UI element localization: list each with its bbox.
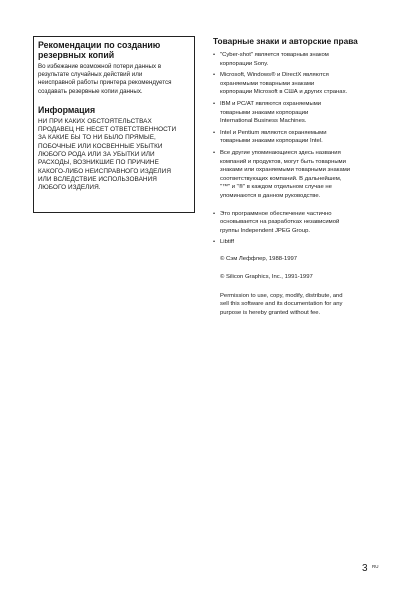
backup-title: Рекомендации по созданию резервных копий xyxy=(38,40,161,60)
info-text: НИ ПРИ КАКИХ ОБСТОЯТЕЛЬСТВАХ ПРОДАВЕЦ НЕ НЕСЕТ ОТВЕТСТВЕННОСТИ ЗА КАКИЕ БЫ ТО НИ БЫЛО ПРЯМЫЕ, ПОБОЧНЫЕ ИЛИ КОСВЕННЫЕ УБЫТКИ ЛЮБОГО РОДА ИЛИ ЗА УБЫТКИ ИЛИ РАСХОДЫ, ВОЗНИКШИЕ ПО ПРИЧИНЕ КАКОГО-ЛИБО НЕИСПРАВНОГО ИЗДЕЛИЯ ИЛИ ВСЛЕДСТВИЕ ИСПОЛЬЗОВАНИЯ ЛЮБОГО ИЗДЕЛИЯ. xyxy=(38,117,177,192)
backup-text: Во избежание возможной потери данных в результате случайных действий или неисправной работы принтера рекомендуется создавать резервные копии данных. xyxy=(38,63,172,95)
notice-box xyxy=(33,36,195,213)
bullet-icon: • xyxy=(213,72,216,79)
bullet-icon: • xyxy=(213,100,216,107)
list-item: • "Cyber-shot" является товарным знаком корпорации Sony. xyxy=(213,52,329,67)
list-item: • Libtiff xyxy=(213,239,234,246)
list-item: • Microsoft, Windows® и DirectX являются охраняемыми товарными знаками корпорации Microsoft в США и других странах. xyxy=(213,72,348,96)
bullet-icon: • xyxy=(213,239,216,246)
copyright-line: © Сэм Леффлер, 1988-1997 xyxy=(220,256,298,263)
copyright-line: © Silicon Graphics, Inc., 1991-1997 xyxy=(220,273,313,280)
list-item: • Все другие упоминающиеся здесь названия компаний и продуктов, могут быть товарными знаками или охраняемыми товарными знаками соответствующих компаний. В дальнейшем, "™" и "®" в каждом отдельном случае не упоминаются в данном руководстве. xyxy=(213,149,351,199)
bullet-icon: • xyxy=(213,149,216,156)
trademarks-section xyxy=(213,36,388,326)
list-item: • IBM и PC/AT являются охраняемыми товарными знаками корпорации International Business Machines. xyxy=(213,100,322,125)
language-code: RU xyxy=(372,564,379,569)
libtiff-notice xyxy=(213,247,388,326)
bullet-icon: • xyxy=(213,210,216,217)
page-number: 3 xyxy=(362,563,368,574)
list-item: • Intel и Pentium являются охраняемыми товарными знаками корпорации Intel. xyxy=(213,129,327,145)
bullet-icon: • xyxy=(213,129,216,136)
permission-text: Permission to use, copy, modify, distribute, and sell this software and its documentation for any purpose is hereby granted without fee. xyxy=(220,292,343,317)
bullet-icon: • xyxy=(213,52,216,58)
list-item: • Это программное обеспечение частично основывается на разработках независимой группы Independent JPEG Group. xyxy=(213,210,340,234)
software-list xyxy=(213,210,388,247)
section-title: Товарные знаки и авторские права xyxy=(213,36,358,46)
info-title: Информация xyxy=(38,104,96,115)
trademark-list xyxy=(213,51,388,201)
